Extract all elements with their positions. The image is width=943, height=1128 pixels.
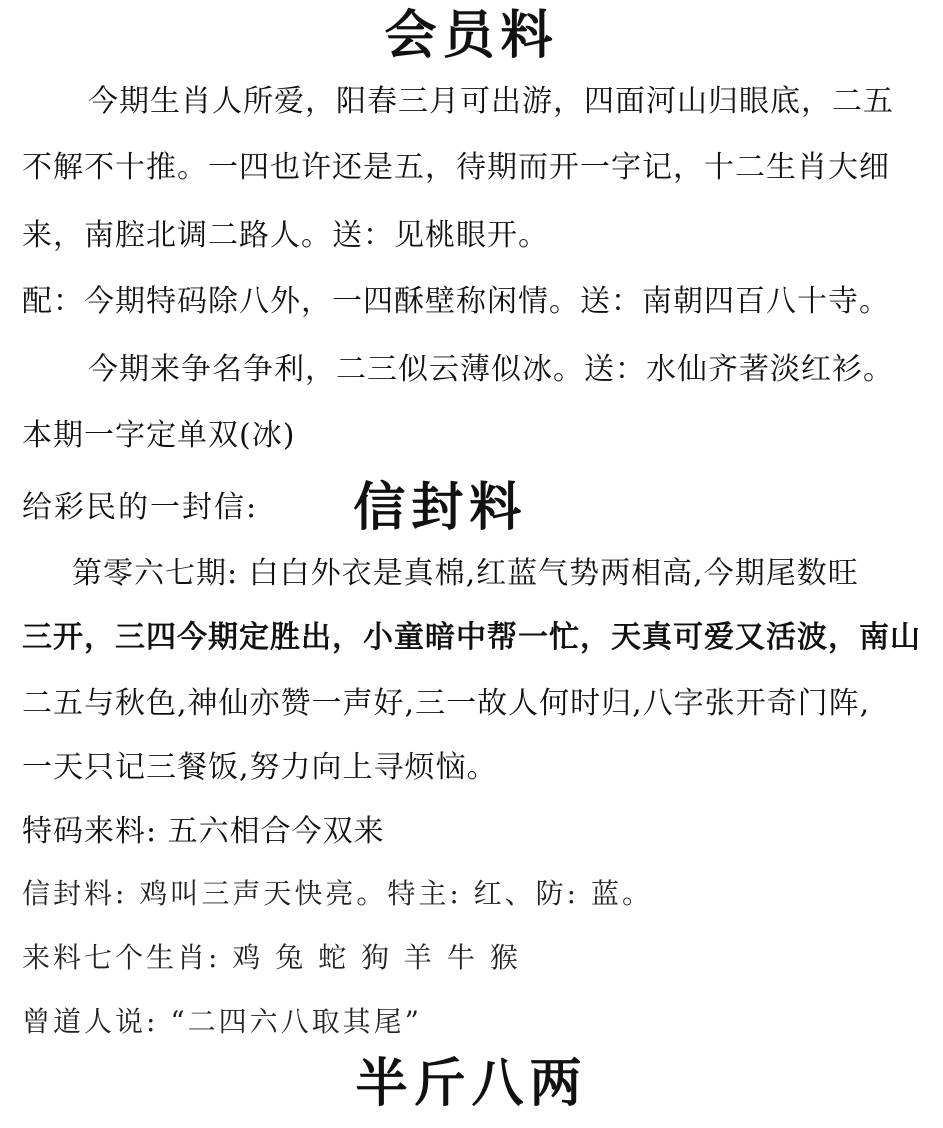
text-line: 不解不十推。一四也许还是五，待期而开一字记，十二生肖大细 xyxy=(22,150,890,185)
text-line: 今期生肖人所爱，阳春三月可出游，四面河山归眼底，二五 xyxy=(88,84,894,119)
text-line: 今期来争名争利，二三似云薄似冰。送：水仙齐著淡红衫。 xyxy=(88,352,894,387)
text-line: 特码来料: 五六相合今双来 xyxy=(22,814,385,849)
text-line: 三开，三四今期定胜出，小童暗中帮一忙，天真可爱又活波，南山 xyxy=(22,620,921,655)
title-member-material: 会员料 xyxy=(384,5,559,66)
text-line: 一天只记三餐饭,努力向上寻烦恼。 xyxy=(22,750,498,785)
letter-lead-text: 给彩民的一封信: xyxy=(22,490,259,525)
text-line: 配：今期特码除八外，一四酥壁称闲情。送：南朝四百八十寺。 xyxy=(22,284,890,319)
text-line: 来料七个生肖: 鸡 兔 蛇 狗 羊 牛 猴 xyxy=(22,941,521,974)
text-line: 曾道人说: “二四六八取其尾” xyxy=(22,1005,422,1038)
letter-heading xyxy=(22,478,527,538)
title-half-catty: 半斤八两 xyxy=(355,1053,588,1114)
text-line: 二五与秋色,神仙亦赞一声好,三一故人何时归,八字张开奇门阵, xyxy=(22,686,871,721)
title-envelope-material: 信封料 xyxy=(353,477,528,538)
text-line: 本期一字定单双(冰) xyxy=(22,418,296,453)
text-line: 信封料: 鸡叫三声天快亮。特主: 红、防: 蓝。 xyxy=(22,877,654,910)
text-line: 来，南腔北调二路人。送：见桃眼开。 xyxy=(22,218,549,253)
text-line: 第零六七期: 白白外衣是真棉,红蓝气势两相高,今期尾数旺 xyxy=(72,556,859,591)
